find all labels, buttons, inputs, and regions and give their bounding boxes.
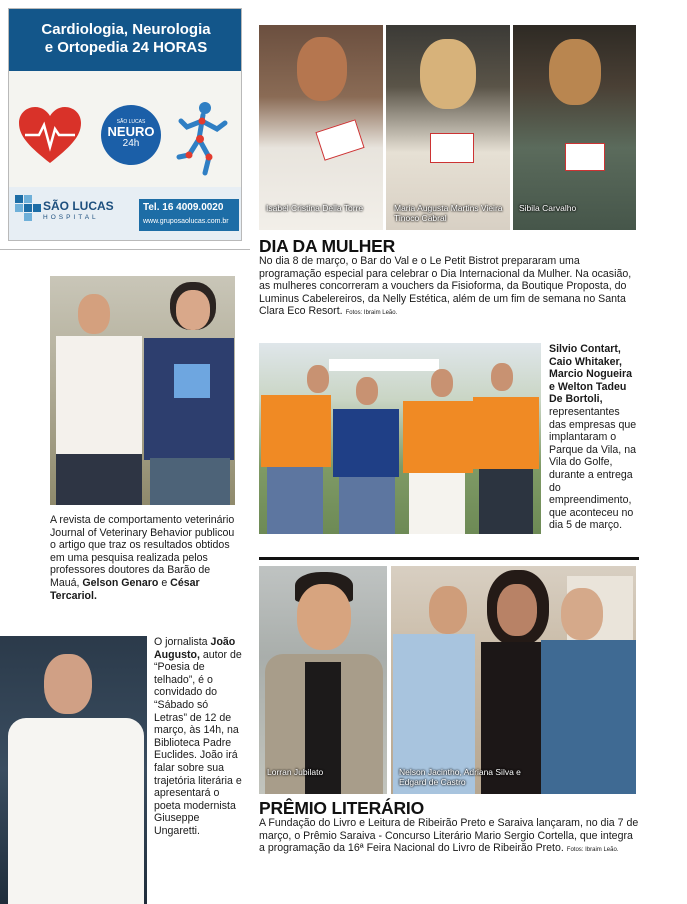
caption-lorran: Lorran Jubilato: [267, 767, 324, 777]
professores-body: A revista de comportamento veterinário Journal of Veterinary Behavior publicou o artigo que traz os resultados obtidos em uma pesquisa realizada pelos professores doutores da Barão de Mauá,: [50, 514, 235, 589]
professores-name-1: Gelson Genaro: [82, 576, 159, 589]
professores-and: e: [161, 576, 168, 589]
photo-figure-head: [297, 37, 347, 101]
runner-skeleton-icon: [175, 99, 231, 177]
photo-figure-shirt: [333, 409, 399, 477]
joao-body: autor de “Poesia de telhado”, é o convidado do “Sábado só Letras” de 12 de março, às 14h, na Biblioteca Padre Euclides. João irá falar sobre sua trajetória literária e apresentará o poeta modernista Giuseppe Ungaretti.: [154, 648, 242, 837]
photo-figure-pants: [56, 454, 142, 505]
parque-body: representantes das empresas que implantaram o Parque da Vila, na Vila do Golfe, durante a entrega do empreendimento, que aconteceu no dia 5 de março.: [549, 405, 637, 532]
photo-figure-pants: [339, 477, 395, 534]
headline-dia-da-mulher: DIA DA MULHER: [259, 236, 396, 256]
professores-name-2: César Tercariol.: [50, 576, 200, 602]
premio-text: [259, 817, 639, 857]
tent-roof: [329, 359, 439, 371]
photo-professores: [50, 276, 235, 505]
ad-header: [9, 9, 242, 71]
voucher-card: [430, 133, 474, 163]
heart-icon: [17, 105, 83, 167]
parque-text: [549, 343, 639, 532]
photo-figure-shirt: [261, 395, 331, 467]
headline-premio-literario: PRÊMIO LITERÁRIO: [259, 798, 424, 818]
joao-text: [154, 636, 244, 838]
photo-credit: Fotos: Ibraim Leão.: [566, 847, 619, 854]
joao-name: João Augusto,: [154, 636, 236, 661]
ad-divider: [0, 249, 250, 250]
premio-body: A Fundação do Livro e Leitura de Ribeirão Preto e Saraiva lançaram, no dia 7 de março, o Prêmio Saraiva - Concurso Literário Mario Sergio Cortella, que integra a programação da 16ª Feira Nacional do Livro de Ribeirão Preto.: [259, 817, 639, 855]
section-divider: [259, 557, 639, 560]
caption-isabel: Isabel Cristina Della Torre: [266, 203, 364, 213]
photo-figure-head: [420, 39, 476, 109]
photo-figure-head: [78, 294, 110, 334]
photo-figure-head: [44, 654, 92, 714]
photo-figure-head: [356, 377, 378, 405]
photo-isabel: [259, 25, 383, 230]
caption-nelson-adriana-edgard: Nelson Jacintho, Adriana Silva e Edgard de Castro: [399, 767, 521, 787]
photo-figure-head: [549, 39, 601, 105]
dia-da-mulher-text: [259, 255, 639, 320]
photo-figure-head: [497, 584, 537, 636]
voucher-card: [565, 143, 605, 171]
professores-text: [50, 514, 236, 602]
ad-title-line1: Cardiologia, Neurologia: [41, 21, 211, 38]
photo-figure-head: [431, 369, 453, 397]
photo-figure-pants: [409, 473, 465, 534]
photo-figure-head: [429, 586, 467, 634]
photo-figure-pants: [479, 469, 533, 534]
caption-sibila: Sibila Carvalho: [519, 203, 577, 213]
photo-credit: Fotos: Ibraim Leão.: [345, 310, 398, 317]
joao-intro: O jornalista: [154, 636, 208, 648]
photo-figure-pants: [150, 458, 230, 505]
photo-figure-pants: [267, 467, 323, 534]
photo-figure-head: [561, 588, 603, 640]
photo-parque-da-vila: [259, 343, 541, 534]
caption-maria-augusta: Maria Augusta Martins Vieira Tinoco Cabral: [394, 203, 503, 223]
photo-figure-shirt: [403, 401, 473, 473]
photo-figure-head: [307, 365, 329, 393]
ad-phone: Tel. 16 4009.0020: [143, 202, 224, 213]
hospital-advertisement[interactable]: [8, 8, 242, 241]
photo-figure-shirt: [473, 397, 539, 469]
photo-nelson-adriana-edgard: [391, 566, 636, 794]
photo-figure-head: [176, 290, 210, 330]
photo-figure-shirt: [541, 640, 636, 794]
sao-lucas-logo-icon: [15, 195, 41, 221]
ad-title-line2: e Ortopedia 24 HORAS: [44, 39, 208, 56]
photo-joao-augusto: [0, 636, 147, 904]
photo-figure-shirt: [56, 336, 142, 456]
ad-phone-box: [139, 199, 239, 231]
photo-figure-head: [297, 584, 351, 650]
shirt-graphic: [174, 364, 210, 398]
parque-names: Silvio Contart, Caio Whitaker, Marcio Nogueira e Welton Tadeu De Bortoli,: [549, 343, 633, 406]
ad-logo-sub: HOSPITAL: [43, 214, 99, 221]
dia-da-mulher-body: No dia 8 de março, o Bar do Val e o Le Petit Bistrot prepararam uma programação especial para celebrar o Dia Internacional da Mulher. Na ocasião, as mulheres concorreram a vouchers da Fisioforma, da Boutique Proposta, do Luminus Cabelereiros, da Nelly Estética, além de um fim de semana no Santa Clara Eco Resort.: [259, 255, 632, 318]
photo-sibila: [513, 25, 636, 230]
photo-figure-shirt: [144, 338, 234, 460]
photo-figure-head: [491, 363, 513, 391]
ad-url[interactable]: www.gruposaolucas.com.br: [143, 218, 229, 225]
photo-maria-augusta: [386, 25, 510, 230]
photo-lorran: [259, 566, 387, 794]
neuro-badge: SÃO LUCAS NEURO 24h: [101, 105, 161, 165]
ad-logo-name: SÃO LUCAS: [43, 199, 114, 213]
photo-figure-shirt: [8, 718, 144, 904]
voucher-card: [315, 119, 364, 161]
